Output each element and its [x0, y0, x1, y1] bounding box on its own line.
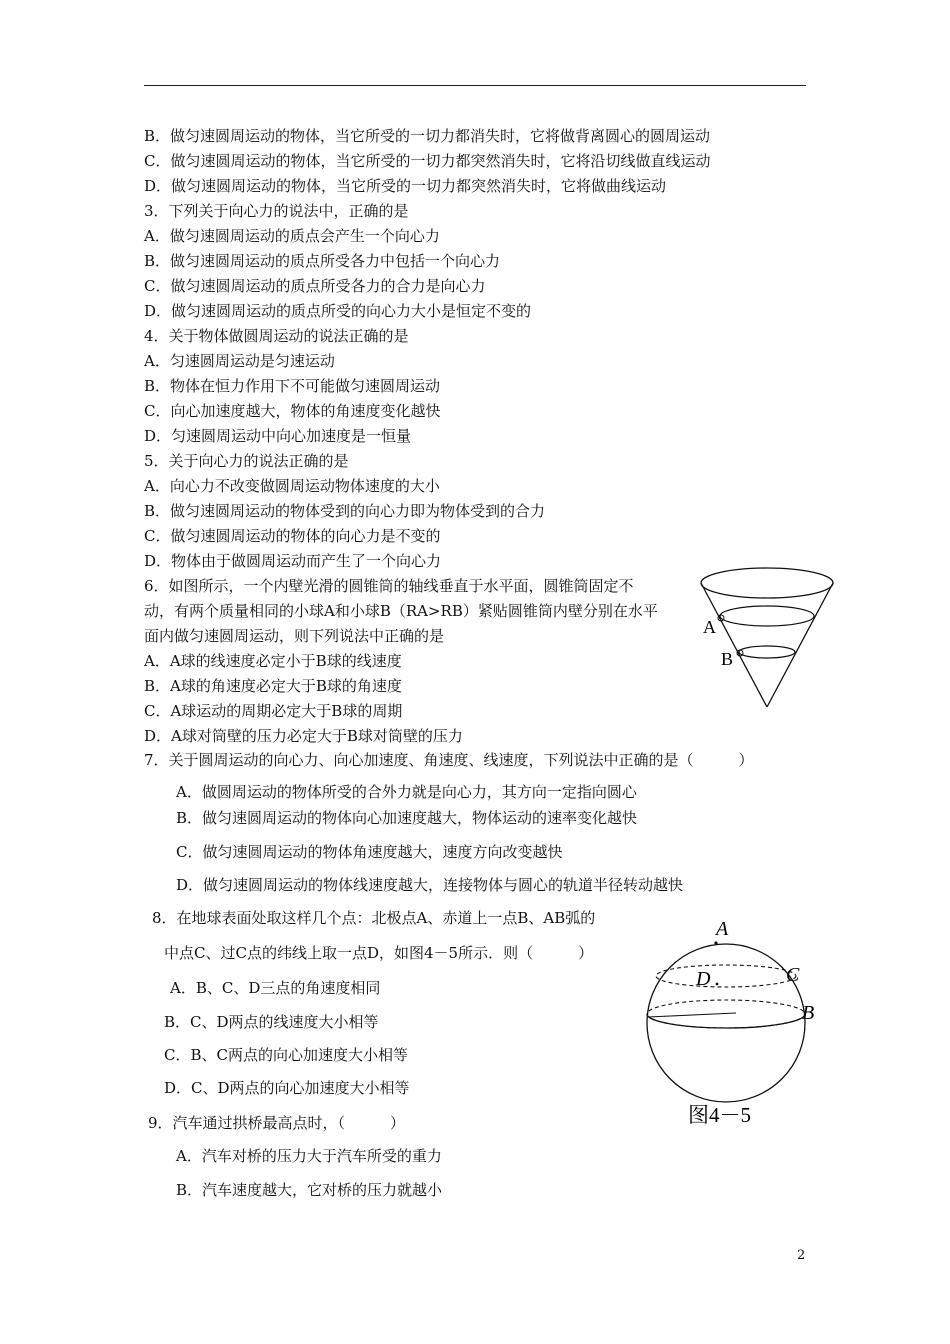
question-5-stem: 5．关于向心力的说法正确的是	[144, 452, 349, 470]
text-line: D．物体由于做圆周运动而产生了一个向心力	[144, 552, 442, 570]
text-line: B．做匀速圆周运动的物体受到的向心力即为物体受到的合力	[144, 502, 546, 520]
text-line: B．物体在恒力作用下不可能做匀速圆周运动	[144, 377, 441, 395]
text-line: C．B、C两点的向心加速度大小相等	[164, 1046, 408, 1064]
text-line: A．A球的线速度必定小于B球的线速度	[144, 652, 402, 670]
text-line: D．C、D两点的向心加速度大小相等	[164, 1079, 410, 1097]
figure-caption: 图4－5	[688, 1103, 751, 1127]
text-line: B．做匀速圆周运动的物体，当它所受的一切力都消失时，它将做背离圆心的圆周运动	[144, 127, 711, 145]
cone-figure	[697, 564, 837, 714]
text-line: D．匀速圆周运动中向心加速度是一恒量	[144, 427, 412, 445]
text-line: B．C、D两点的线速度大小相等	[164, 1013, 379, 1031]
text-line: D．做匀速圆周运动的物体线速度越大，连接物体与圆心的轨道半径转动越快	[176, 876, 684, 894]
page-number: 2	[797, 1248, 806, 1263]
text-line: C．做匀速圆周运动的质点所受各力的合力是向心力	[144, 277, 486, 295]
text-line: B．做匀速圆周运动的质点所受各力中包括一个向心力	[144, 252, 501, 270]
orbit-a	[720, 606, 814, 626]
point-d	[716, 983, 719, 986]
text-line: C．做匀速圆周运动的物体的向心力是不变的	[144, 527, 441, 545]
text-line: 中点C、过C点的纬线上取一点D，如图4－5所示．则（ ）	[164, 944, 594, 962]
text-line: 面内做匀速圆周运动，则下列说法中正确的是	[144, 627, 445, 645]
radius-line	[648, 1013, 736, 1017]
text-line: A．做圆周运动的物体所受的合外力就是向心力，其方向一定指向圆心	[176, 783, 637, 801]
text-line: A．汽车对桥的压力大于汽车所受的重力	[176, 1147, 442, 1165]
question-9-stem: 9．汽车通过拱桥最高点时，（ ）	[148, 1114, 406, 1132]
text-line: B．汽车速度越大，它对桥的压力就越小	[176, 1181, 443, 1199]
question-6-stem: 6．如图所示，一个内壁光滑的圆锥筒的轴线垂直于水平面，圆锥筒固定不	[144, 577, 634, 595]
text-line: C．A球运动的周期必定大于B球的周期	[144, 702, 403, 720]
cone-label-a: A	[703, 617, 716, 637]
cone-rim	[701, 568, 833, 598]
globe-outline	[647, 944, 805, 1102]
text-line: A．B、C、D三点的角速度相同	[170, 979, 381, 997]
orbit-b	[739, 646, 795, 658]
text-line: B．做匀速圆周运动的物体向心加速度越大，物体运动的速率变化越快	[176, 809, 638, 827]
cone-label-b: B	[721, 649, 734, 669]
text-line: C．向心加速度越大，物体的角速度变化越快	[144, 402, 441, 420]
text-line: A．匀速圆周运动是匀速运动	[144, 352, 335, 370]
latitude-circle	[656, 965, 796, 987]
header-rule	[144, 85, 806, 86]
text-line: D．A球对筒壁的压力必定大于B球对筒壁的压力	[144, 727, 463, 745]
text-line: B．A球的角速度必定大于B球的角速度	[144, 677, 402, 695]
text-line: A．向心力不改变做圆周运动物体速度的大小	[144, 477, 440, 495]
text-line: D．做匀速圆周运动的物体，当它所受的一切力都突然消失时，它将做曲线运动	[144, 177, 667, 195]
question-3-stem: 3．下列关于向心力的说法中，正确的是	[144, 202, 409, 220]
globe-label-b: B	[802, 1002, 815, 1024]
globe-figure	[640, 918, 830, 1128]
text-line: C．做匀速圆周运动的物体，当它所受的一切力都突然消失时，它将沿切线做直线运动	[144, 152, 711, 170]
point-a	[714, 941, 717, 944]
text-line: D．做匀速圆周运动的质点所受的向心力大小是恒定不变的	[144, 302, 532, 320]
text-line: C．做匀速圆周运动的物体角速度越大，速度方向改变越快	[176, 843, 563, 861]
question-7-stem: 7．关于圆周运动的向心力、向心加速度、角速度、线速度，下列说法中正确的是（ ）	[144, 751, 754, 769]
question-8-stem: 8．在地球表面处取这样几个点：北极点A、赤道上一点B、AB弧的	[152, 909, 596, 927]
cone-left-edge	[701, 583, 767, 707]
cone-right-edge	[767, 583, 833, 707]
text-line: 动，有两个质量相同的小球A和小球B（RA>RB）紧贴圆锥筒内壁分别在水平	[144, 602, 658, 620]
globe-label-a: A	[716, 918, 729, 940]
text-line: A．做匀速圆周运动的质点会产生一个向心力	[144, 227, 440, 245]
globe-label-d: D	[696, 968, 711, 990]
globe-label-c: C	[786, 964, 800, 986]
question-4-stem: 4．关于物体做圆周运动的说法正确的是	[144, 327, 409, 345]
